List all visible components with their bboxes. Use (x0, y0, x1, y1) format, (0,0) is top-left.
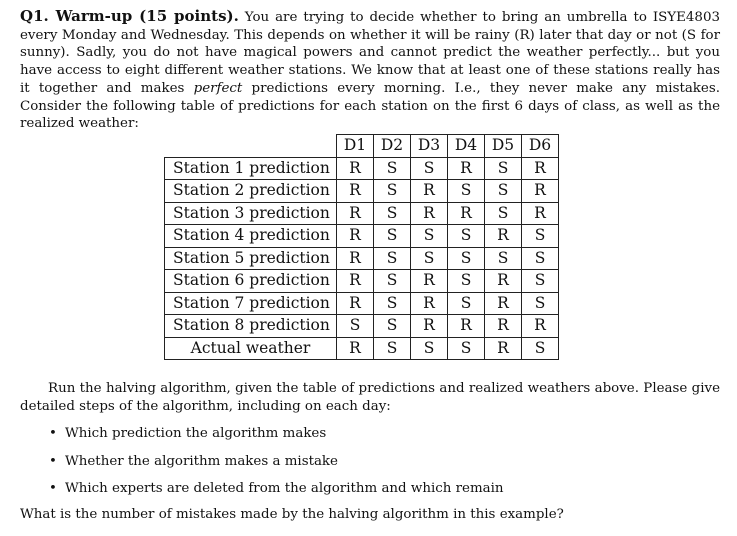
table-cell: S (411, 157, 448, 180)
table-cell: S (448, 337, 485, 360)
table-cell: R (337, 270, 374, 293)
table-cell: R (448, 315, 485, 338)
table-cell: S (522, 337, 559, 360)
table-header-row (165, 135, 559, 158)
table-cell: S (485, 157, 522, 180)
table-cell: R (485, 315, 522, 338)
col-header-d5: D5 (485, 135, 522, 158)
table-cell: R (522, 180, 559, 203)
table-cell: S (448, 292, 485, 315)
table-cell: S (374, 157, 411, 180)
table-row (165, 157, 559, 180)
table-row (165, 180, 559, 203)
question-heading: Q1. Warm-up (15 points). (20, 7, 239, 25)
table-cell: S (374, 202, 411, 225)
table-cell: R (485, 270, 522, 293)
col-header-d4: D4 (448, 135, 485, 158)
table-cell: S (448, 180, 485, 203)
col-header-d1: D1 (337, 135, 374, 158)
table-cell: S (448, 247, 485, 270)
bullet-text: Which prediction the algorithm makes (65, 426, 327, 442)
table-row (165, 292, 559, 315)
row-label: Station 6 prediction (165, 270, 337, 293)
row-label: Station 7 prediction (165, 292, 337, 315)
table-cell: S (485, 247, 522, 270)
table-cell: R (522, 315, 559, 338)
table-cell: R (411, 270, 448, 293)
instructions-paragraph: Run the halving algorithm, given the table of predictions and realized weathers above. Please give detailed steps of the algorithm, including on each day: (20, 381, 720, 414)
table-cell: S (374, 337, 411, 360)
table-cell: R (411, 202, 448, 225)
table-cell: S (485, 202, 522, 225)
table-cell: S (485, 180, 522, 203)
table-cell: S (448, 270, 485, 293)
emphasis-perfect: perfect (193, 80, 243, 96)
actual-weather-row (165, 337, 559, 360)
table-cell: S (374, 270, 411, 293)
table-cell: S (411, 337, 448, 360)
table-cell: R (448, 202, 485, 225)
table-cell: R (448, 157, 485, 180)
table-cell: R (522, 202, 559, 225)
table-corner (165, 135, 337, 158)
predictions-table (164, 134, 559, 360)
table-cell: S (374, 315, 411, 338)
table-cell: S (374, 292, 411, 315)
table-body (165, 157, 559, 360)
col-header-d3: D3 (411, 135, 448, 158)
bullet-item (20, 480, 720, 498)
table-cell: R (411, 292, 448, 315)
table-cell: S (522, 292, 559, 315)
bullet-item (20, 453, 720, 471)
row-label: Station 4 prediction (165, 225, 337, 248)
row-label: Actual weather (165, 337, 337, 360)
bullet-text: Which experts are deleted from the algorithm and which remain (65, 480, 504, 496)
table-row (165, 247, 559, 270)
instructions-bullet-list (20, 425, 720, 497)
final-question: What is the number of mistakes made by the halving algorithm in this example? (20, 507, 564, 523)
table-cell: R (337, 337, 374, 360)
bullet-dot-icon: • (49, 453, 57, 469)
table-cell: R (485, 225, 522, 248)
table-cell: R (337, 202, 374, 225)
table-cell: R (411, 315, 448, 338)
bullet-dot-icon: • (49, 426, 57, 442)
table-cell: S (374, 225, 411, 248)
bullet-item (20, 425, 720, 443)
table-row (165, 202, 559, 225)
table-cell: S (411, 247, 448, 270)
row-label: Station 5 prediction (165, 247, 337, 270)
question-text-part1: You are trying to decide whether to bring an umbrella to ISYE4803 every Monday and Wednesday. This depends on whether it will be rainy (R) later that day or not (S for sunny). Sadly, you do not have magical powers and cannot predict the weather perfectly... but you have access to eight different weather stations. We know that at least one of these stations really has it together and makes (20, 10, 720, 96)
table-cell: S (448, 225, 485, 248)
table-cell: R (337, 180, 374, 203)
table-cell: R (337, 247, 374, 270)
table-cell: R (485, 337, 522, 360)
table-cell: S (411, 225, 448, 248)
row-label: Station 3 prediction (165, 202, 337, 225)
table-cell: S (337, 315, 374, 338)
table-cell: R (337, 157, 374, 180)
table-cell: S (522, 247, 559, 270)
row-label: Station 8 prediction (165, 315, 337, 338)
table-row (165, 270, 559, 293)
bullet-text: Whether the algorithm makes a mistake (65, 453, 338, 469)
table-cell: S (374, 180, 411, 203)
table-cell: R (337, 225, 374, 248)
question-intro (20, 8, 720, 133)
table-cell: R (411, 180, 448, 203)
col-header-d6: D6 (522, 135, 559, 158)
table-cell: R (485, 292, 522, 315)
table-cell: S (522, 270, 559, 293)
table-cell: R (522, 157, 559, 180)
instructions-section (20, 380, 720, 524)
table-cell: S (374, 247, 411, 270)
col-header-d2: D2 (374, 135, 411, 158)
table-row (165, 315, 559, 338)
table-cell: S (522, 225, 559, 248)
table-cell: R (337, 292, 374, 315)
table-row (165, 225, 559, 248)
row-label: Station 1 prediction (165, 157, 337, 180)
row-label: Station 2 prediction (165, 180, 337, 203)
question-text-part2: predictions every morning. I.e., they never make any mistakes. Consider the following table of predictions for each station on the first 6 days of class, as well as the realized weather: (20, 80, 720, 132)
bullet-dot-icon: • (49, 480, 57, 496)
